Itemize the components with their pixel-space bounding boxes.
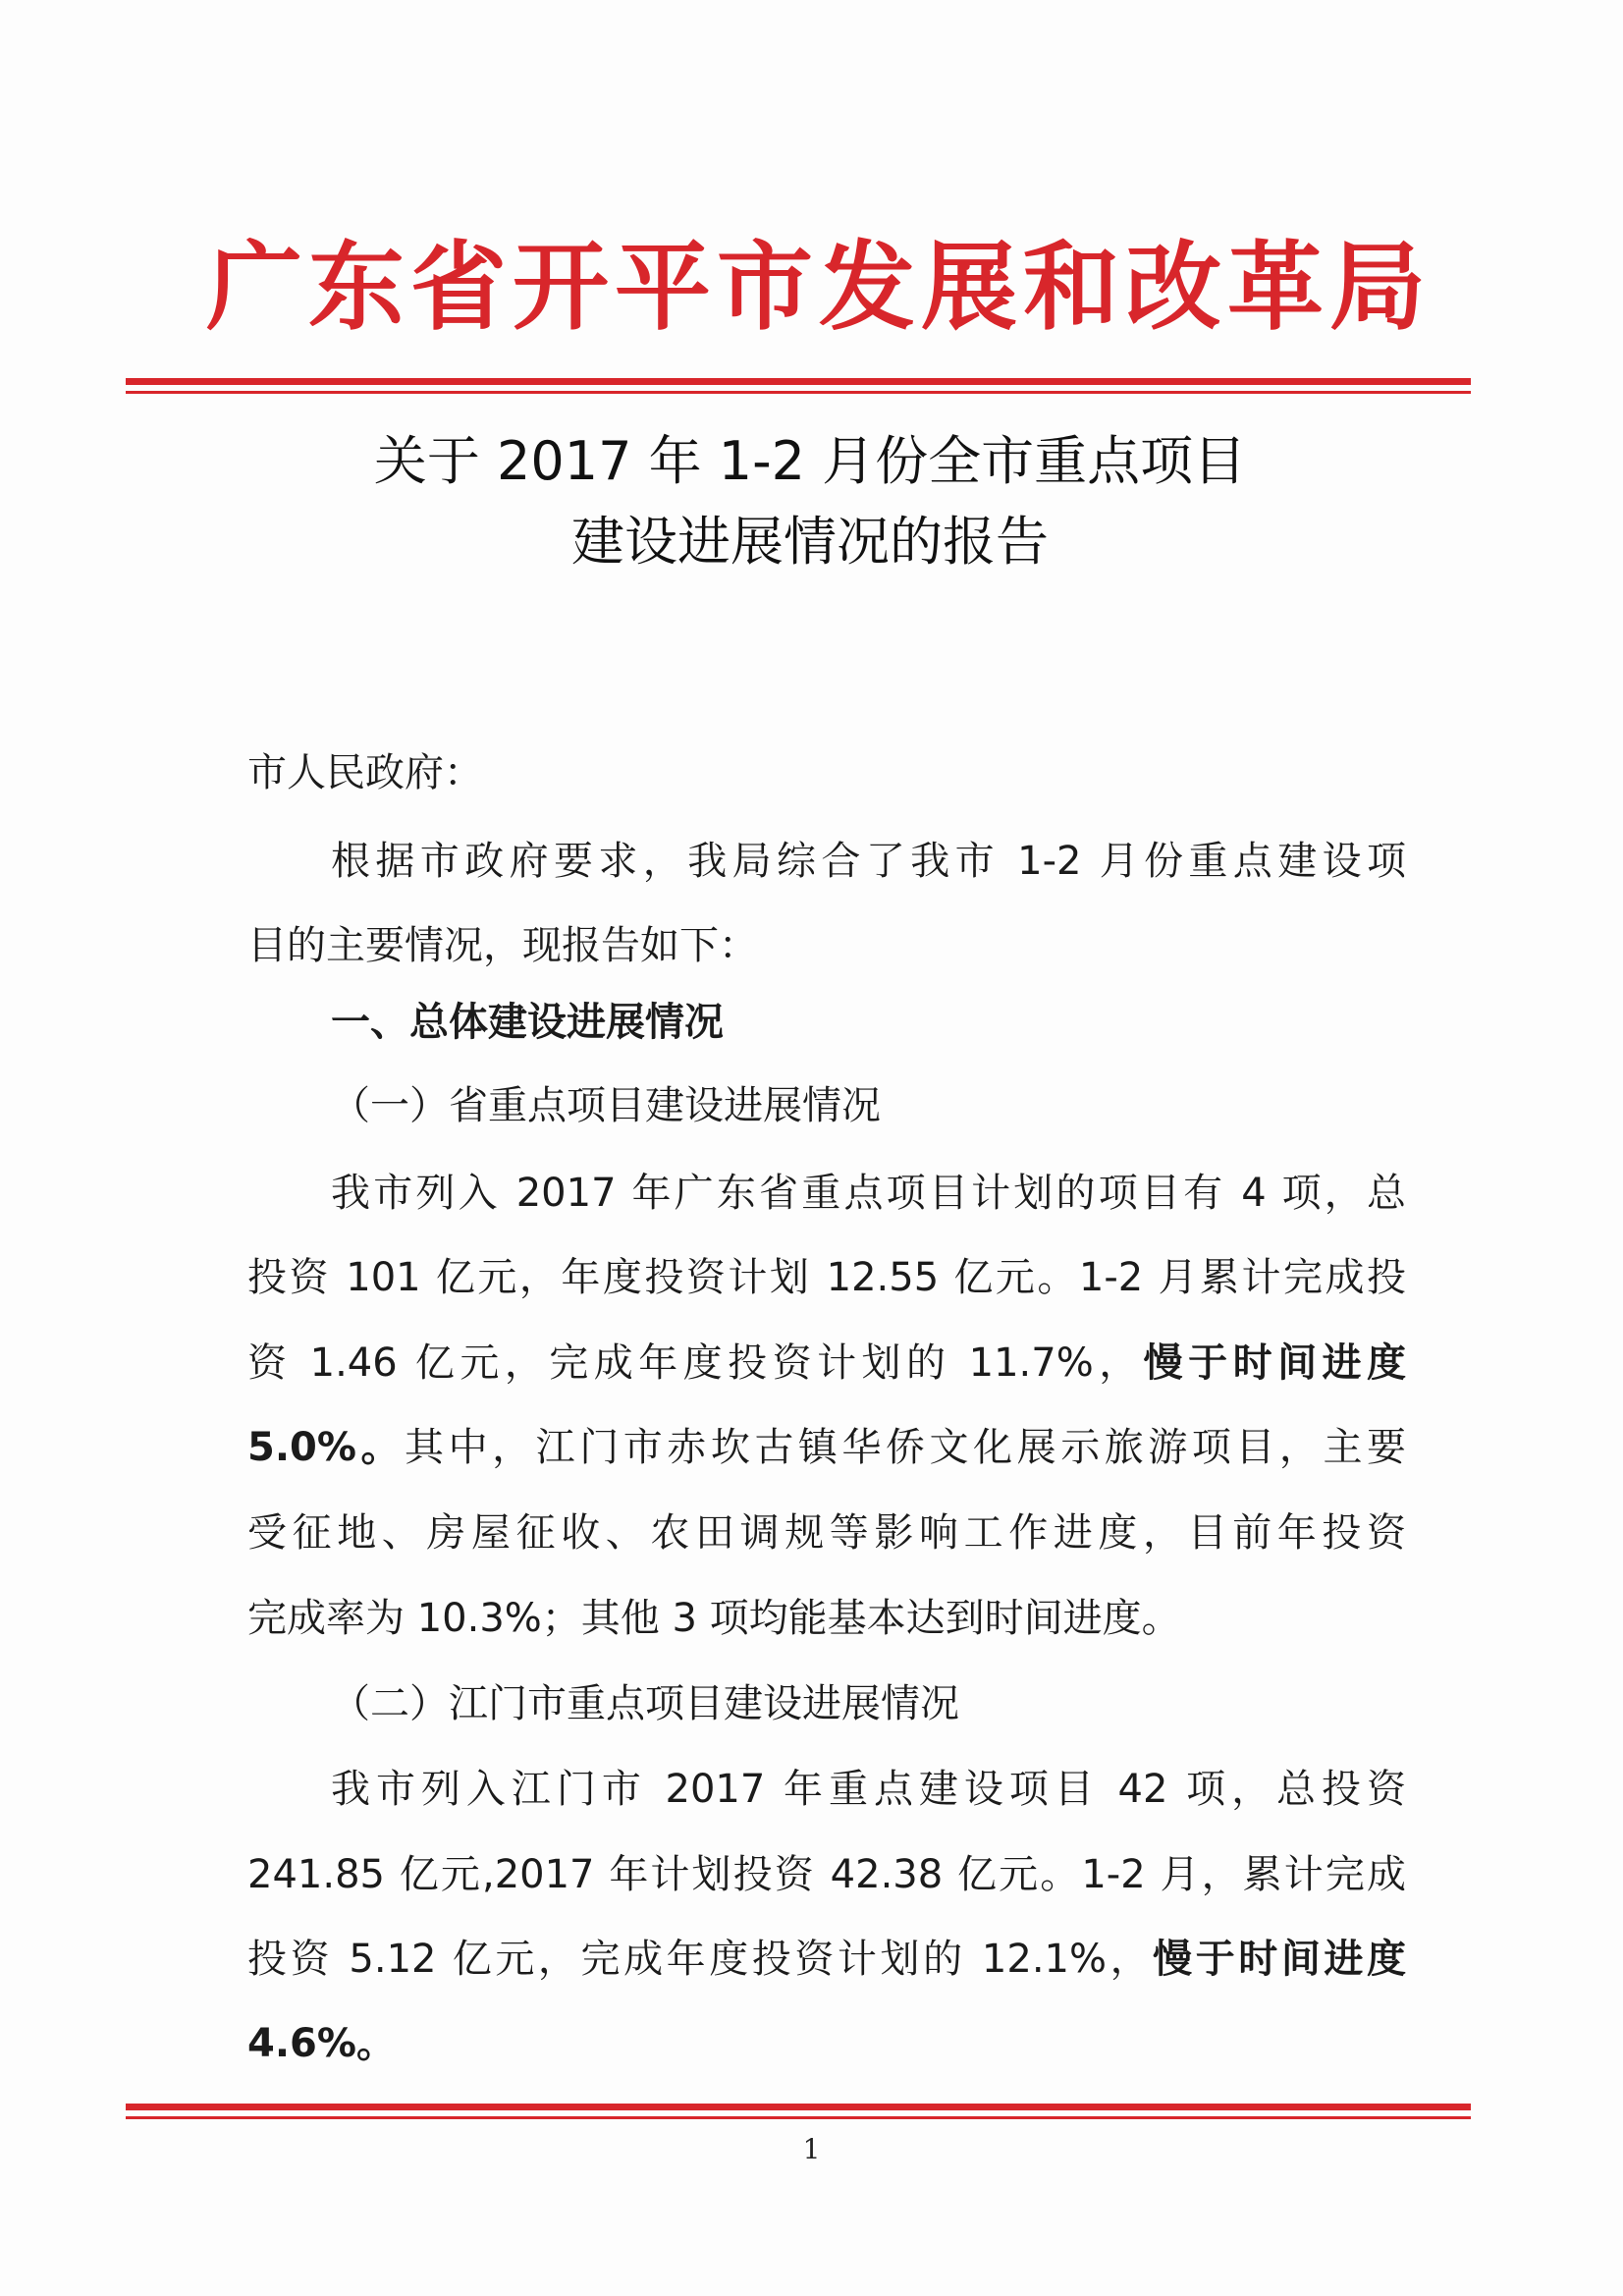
paragraph-2-line-3 — [247, 1935, 1406, 1984]
footer-rule-thin — [126, 2116, 1471, 2119]
intro-line-1: 根据市政府要求，我局综合了我市 1-2 月份重点建设项 — [331, 839, 1406, 884]
paragraph-2-line-4: 4.6%。 — [247, 2021, 396, 2066]
emphasis-slower-than-schedule: 慢于时间进度 — [1143, 1340, 1407, 1386]
document-title-line-2: 建设进展情况的报告 — [571, 511, 1049, 573]
emphasis-slower-than-schedule-2: 慢于时间进度 — [1153, 1937, 1406, 1982]
letterhead-rule-thick — [126, 378, 1471, 385]
paragraph-1-line-4 — [247, 1423, 1406, 1472]
letterhead-rule-thin — [126, 391, 1471, 394]
letterhead-title: 广东省开平市发展和改革局 — [206, 232, 1433, 344]
paragraph-2-line-1: 我市列入江门市 2017 年重点建设项目 42 项，总投资 — [331, 1767, 1406, 1812]
document-title-line-1: 关于 2017 年 1-2 月份全市重点项目 — [373, 430, 1247, 492]
subsection-heading-2: （二）江门市重点项目建设进展情况 — [331, 1681, 959, 1726]
paragraph-1-line-3 — [247, 1339, 1406, 1388]
paragraph-1-line-2: 投资 101 亿元，年度投资计划 12.55 亿元。1-2 月累计完成投 — [247, 1255, 1406, 1300]
section-heading-1: 一、总体建设进展情况 — [331, 1000, 724, 1045]
emphasis-percentage: 5.0%。 — [247, 1425, 406, 1470]
page-number: 1 — [802, 2133, 821, 2165]
paragraph-1-line-6: 完成率为 10.3%；其他 3 项均能基本达到时间进度。 — [247, 1596, 1181, 1641]
paragraph-1-line-1: 我市列入 2017 年广东省重点项目计划的项目有 4 项，总 — [331, 1171, 1406, 1216]
paragraph-1-line-4-text: 其中，江门市赤坎古镇华侨文化展示旅游项目，主要 — [405, 1425, 1407, 1470]
intro-line-2: 目的主要情况，现报告如下： — [247, 923, 758, 968]
paragraph-1-line-5: 受征地、房屋征收、农田调规等影响工作进度，目前年投资 — [247, 1510, 1406, 1556]
paragraph-2-line-3-text: 投资 5.12 亿元，完成年度投资计划的 12.1%， — [247, 1937, 1154, 1982]
paragraph-1-line-3-text: 资 1.46 亿元，完成年度投资计划的 11.7%， — [247, 1340, 1144, 1386]
salutation: 市人民政府： — [247, 750, 483, 795]
paragraph-2-line-2: 241.85 亿元,2017 年计划投资 42.38 亿元。1-2 月，累计完成 — [247, 1852, 1406, 1897]
subsection-heading-1: （一）省重点项目建设进展情况 — [331, 1083, 881, 1128]
footer-rule-thick — [126, 2104, 1471, 2110]
